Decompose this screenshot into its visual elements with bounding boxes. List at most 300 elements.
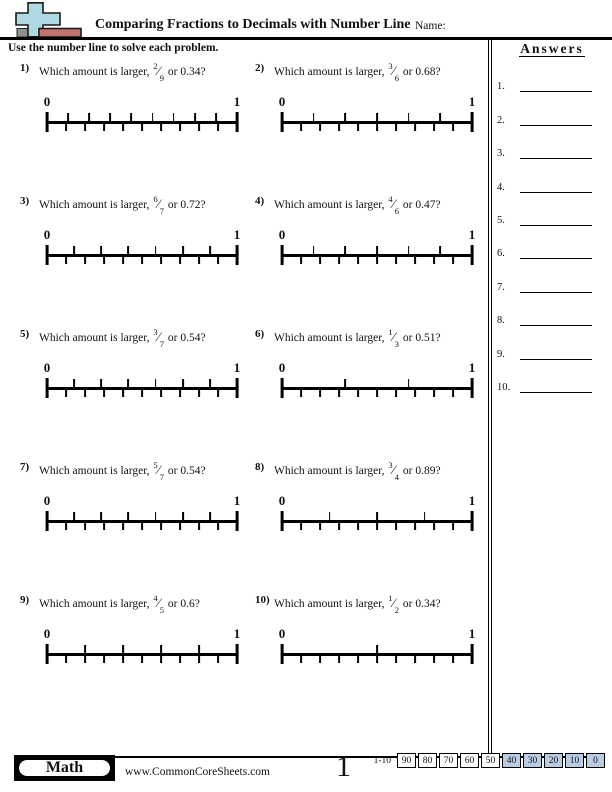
problem-number: 6) [255,328,265,340]
number-line-tick [141,256,143,264]
question-suffix: or 0.34? [402,597,441,610]
number-line-start-label: 0 [43,360,51,376]
number-line-track [282,112,472,132]
question-prefix: Which amount is larger, [274,65,385,78]
fraction-numerator: 4 [388,194,393,204]
fraction-numerator: 3 [388,61,393,71]
problem [0,322,241,455]
number-line-track [47,112,237,132]
fraction-denominator: 9 [159,73,165,84]
problem-question-row [20,327,235,350]
number-line-tick [160,389,162,397]
number-line-tick [433,256,435,264]
answer-blank-line[interactable] [520,212,592,226]
number-line-tick [414,522,416,530]
number-line-tick [155,512,157,520]
number-line-tick [179,655,181,663]
answer-row [492,226,612,259]
number-line-tick [100,246,102,254]
fraction [152,61,165,84]
answer-row [492,126,612,159]
fraction [152,460,165,483]
number-line-tick [414,123,416,131]
fraction-slash: ⁄ [392,594,395,610]
number-line-tick [194,113,196,121]
fraction-denominator: 5 [159,605,165,616]
number-line-tick [152,113,154,121]
number-line-track [282,644,472,664]
problem-question-row [20,460,235,483]
score-cell: 10 [565,753,584,768]
number-line [278,626,476,664]
problem [235,588,488,721]
question-prefix: Which amount is larger, [274,198,385,211]
number-line-tick [67,113,69,121]
number-line-tick [182,379,184,387]
subject-badge [14,755,115,781]
score-cell: 90 [397,753,416,768]
answer-blank-line[interactable] [520,379,592,393]
problem-question-row [255,460,488,483]
score-cell: 50 [481,753,500,768]
fraction [387,327,400,350]
number-line-labels [43,493,241,509]
number-line-tick [281,511,284,531]
fraction-numerator: 1 [388,593,393,603]
number-line-tick [84,522,86,530]
problem-question [39,460,206,483]
number-line-tick [88,113,90,121]
number-line-tick [395,655,397,663]
number-line-tick [84,256,86,264]
answer-number: 3. [497,148,505,160]
number-line-tick [65,522,67,530]
number-line-tick [452,123,454,131]
number-line-end-label: 1 [233,360,241,376]
number-line-tick [122,389,124,397]
number-line-tick [236,378,239,398]
number-line-end-label: 1 [468,493,476,509]
number-line-tick [179,522,181,530]
number-line-tick [217,522,219,530]
number-line-tick [408,379,410,387]
answer-blank-line[interactable] [520,78,592,92]
website-text: www.CommonCoreSheets.com [125,766,270,778]
problem-number: 4) [255,195,265,207]
problem-number: 3) [20,195,30,207]
fraction-denominator: 7 [159,206,165,217]
problem-number: 2) [255,62,265,74]
number-line-tick [344,379,346,387]
problem-question-row [255,593,488,616]
problem-question [39,61,206,84]
problem [0,56,241,189]
number-line-tick [452,256,454,264]
answer-number: 7. [497,281,505,293]
number-line-tick [433,655,435,663]
problem [235,455,488,588]
number-line [278,360,476,398]
number-line-labels [43,626,241,642]
number-line-labels [278,493,476,509]
number-line-tick [471,112,474,132]
number-line [278,227,476,265]
number-line-tick [376,256,378,264]
fraction-denominator: 6 [394,206,400,217]
number-line-tick [319,522,321,530]
fraction-slash: ⁄ [157,62,160,78]
number-line-end-label: 1 [468,626,476,642]
number-line-tick [433,389,435,397]
question-prefix: Which amount is larger, [39,331,150,344]
number-line-tick [103,655,105,663]
number-line-labels [43,360,241,376]
score-cell: 0 [586,753,605,768]
problem-question [274,327,441,350]
number-line-tick [300,389,302,397]
number-line-tick [46,644,49,664]
question-prefix: Which amount is larger, [274,464,385,477]
answers-title-text: Answers [520,41,584,56]
answer-number: 8. [497,315,505,327]
number-line-tick [408,113,410,121]
number-line-tick [395,123,397,131]
problem [235,189,488,322]
number-line-tick [65,389,67,397]
answer-number: 5. [497,214,505,226]
number-line-tick [141,655,143,663]
number-line-tick [84,123,86,131]
fraction [387,593,400,616]
worksheet-title: Comparing Fractions to Decimals with Number Line [95,17,411,32]
number-line-tick [281,378,284,398]
problem-question [39,593,200,616]
number-line-tick [357,655,359,663]
question-suffix: or 0.72? [167,198,206,211]
answer-number: 1. [497,81,505,93]
number-line [278,94,476,132]
plus-minus-logo-icon [14,2,82,38]
fraction [152,327,165,350]
number-line-tick [122,256,124,264]
number-line-tick [414,655,416,663]
number-line-tick [344,113,346,121]
problem-number: 9) [20,594,30,606]
number-line-tick [408,246,410,254]
fraction-slash: ⁄ [157,195,160,211]
number-line [43,493,241,531]
number-line-tick [236,245,239,265]
number-line-track [47,644,237,664]
number-line-tick [198,655,200,663]
answer-blank-line[interactable] [520,346,592,360]
number-line-tick [215,113,217,121]
name-label: Name: [415,20,446,32]
number-line-tick [300,256,302,264]
number-line-tick [313,113,315,121]
number-line-tick [357,389,359,397]
number-line-tick [84,645,86,653]
number-line-tick [65,123,67,131]
problem-question-row [20,194,235,217]
answer-blank-line[interactable] [520,179,592,193]
number-line-tick [338,123,340,131]
number-line-start-label: 0 [43,227,51,243]
answer-blank-line[interactable] [520,279,592,293]
instruction-text: Use the number line to solve each problem. [8,42,219,54]
page-number: 1 [336,750,351,783]
problem-question-row [255,194,488,217]
fraction [152,593,165,616]
answer-blank-line[interactable] [520,145,592,159]
number-line-tick [160,256,162,264]
number-line-end-label: 1 [468,94,476,110]
number-line-labels [278,94,476,110]
question-prefix: Which amount is larger, [39,65,150,78]
number-line-tick [122,123,124,131]
number-line-tick [128,512,130,520]
problem-question [274,194,441,217]
problem-question [274,460,441,483]
number-line-tick [122,655,124,663]
fraction-numerator: 3 [388,460,393,470]
number-line-tick [281,112,284,132]
number-line-tick [73,512,75,520]
number-line-tick [414,256,416,264]
fraction-numerator: 2 [153,61,158,71]
number-line-tick [313,246,315,254]
number-line-tick [376,512,378,520]
number-line-tick [357,256,359,264]
number-line-tick [179,123,181,131]
number-line-tick [376,389,378,397]
number-line-start-label: 0 [43,94,51,110]
number-line-tick [198,123,200,131]
score-cell: 30 [523,753,542,768]
number-line-tick [452,655,454,663]
number-line-tick [198,389,200,397]
number-line-tick [103,522,105,530]
score-cell: 60 [460,753,479,768]
number-line-start-label: 0 [278,493,286,509]
fraction [152,194,165,217]
fraction [387,61,400,84]
problem [235,56,488,189]
problem-number: 7) [20,461,30,473]
answer-row [492,293,612,326]
number-line-tick [46,112,49,132]
score-table [374,753,605,768]
number-line-tick [155,379,157,387]
number-line-labels [278,227,476,243]
number-line-tick [100,512,102,520]
fraction-denominator: 7 [159,339,165,350]
fraction-numerator: 1 [388,327,393,337]
fraction-slash: ⁄ [392,461,395,477]
problems-grid [0,56,488,721]
number-line-tick [65,655,67,663]
number-line-tick [84,389,86,397]
answer-row [492,59,612,92]
number-line-tick [141,123,143,131]
number-line-tick [160,522,162,530]
number-line-track [47,511,237,531]
question-suffix: or 0.89? [402,464,441,477]
answer-number: 2. [497,114,505,126]
problem [0,588,241,721]
answer-blank-line[interactable] [520,245,592,259]
number-line-tick [376,123,378,131]
number-line-start-label: 0 [278,626,286,642]
number-line-tick [338,655,340,663]
number-line-start-label: 0 [43,493,51,509]
number-line-tick [155,246,157,254]
number-line-tick [439,246,441,254]
fraction [387,460,400,483]
answer-number: 4. [497,181,505,193]
score-cell: 70 [439,753,458,768]
number-line-tick [198,645,200,653]
number-line-tick [84,655,86,663]
answer-row [492,159,612,192]
number-line-tick [471,245,474,265]
answers-panel [492,39,612,756]
number-line-tick [424,512,426,520]
number-line-tick [338,389,340,397]
number-line-tick [65,256,67,264]
number-line-tick [128,246,130,254]
number-line-tick [198,522,200,530]
number-line-tick [217,256,219,264]
number-line-tick [141,522,143,530]
fraction-slash: ⁄ [157,461,160,477]
number-line-labels [43,227,241,243]
problem-question [274,61,441,84]
number-line-tick [338,522,340,530]
number-line-tick [103,123,105,131]
number-line-end-label: 1 [468,360,476,376]
fraction-slash: ⁄ [392,62,395,78]
number-line-tick [414,389,416,397]
number-line-tick [217,655,219,663]
fraction-numerator: 5 [153,460,158,470]
number-line-tick [319,256,321,264]
number-line-tick [236,511,239,531]
answer-blank-line[interactable] [520,112,592,126]
answer-number: 9. [497,348,505,360]
number-line-tick [376,645,378,653]
number-line-tick [395,389,397,397]
number-line-tick [73,246,75,254]
number-line-tick [160,123,162,131]
number-line-tick [46,511,49,531]
number-line-end-label: 1 [468,227,476,243]
number-line-track [282,511,472,531]
answer-row [492,326,612,359]
number-line-tick [471,378,474,398]
number-line-tick [128,379,130,387]
number-line [43,94,241,132]
number-line-labels [43,94,241,110]
question-prefix: Which amount is larger, [39,198,150,211]
number-line-tick [395,522,397,530]
number-line-start-label: 0 [278,94,286,110]
question-suffix: or 0.34? [167,65,206,78]
number-line-labels [278,360,476,376]
number-line-tick [300,123,302,131]
problem-question-row [20,593,235,616]
number-line-tick [209,379,211,387]
answer-row [492,193,612,226]
number-line-end-label: 1 [233,626,241,642]
number-line-tick [198,256,200,264]
number-line-tick [300,522,302,530]
number-line-tick [357,522,359,530]
number-line-tick [329,512,331,520]
number-line-tick [433,123,435,131]
problem [235,322,488,455]
number-line-tick [376,113,378,121]
number-line-tick [46,245,49,265]
number-line-tick [471,644,474,664]
number-line-tick [217,123,219,131]
number-line-start-label: 0 [43,626,51,642]
number-line [278,493,476,531]
fraction-numerator: 3 [153,327,158,337]
question-prefix: Which amount is larger, [39,464,150,477]
number-line [43,227,241,265]
answer-row [492,259,612,292]
number-line-tick [209,512,211,520]
number-line-tick [179,256,181,264]
number-line-tick [319,123,321,131]
problem-question [39,194,206,217]
question-suffix: or 0.54? [167,464,206,477]
number-line-tick [160,655,162,663]
problem-number: 1) [20,62,30,74]
number-line-tick [395,256,397,264]
answers-title [492,41,612,57]
question-suffix: or 0.54? [167,331,206,344]
question-suffix: or 0.6? [167,597,200,610]
fraction-denominator: 2 [394,605,400,616]
number-line-tick [46,378,49,398]
number-line-tick [433,522,435,530]
problem-question-row [255,327,488,350]
number-line-tick [182,512,184,520]
number-line [43,626,241,664]
number-line-tick [439,113,441,121]
fraction-denominator: 6 [394,73,400,84]
number-line-end-label: 1 [233,94,241,110]
answer-number: 6. [497,248,505,260]
number-line-tick [100,379,102,387]
number-line-tick [376,655,378,663]
number-line-tick [109,113,111,121]
number-line-track [282,378,472,398]
number-line-start-label: 0 [278,360,286,376]
number-line-tick [452,522,454,530]
score-cell: 20 [544,753,563,768]
score-range-label: 1-10 [373,755,391,766]
number-line [43,360,241,398]
score-cells [397,753,605,768]
number-line-tick [141,389,143,397]
fraction-denominator: 7 [159,472,165,483]
question-suffix: or 0.47? [402,198,441,211]
answer-blank-line[interactable] [520,312,592,326]
problem [0,455,241,588]
